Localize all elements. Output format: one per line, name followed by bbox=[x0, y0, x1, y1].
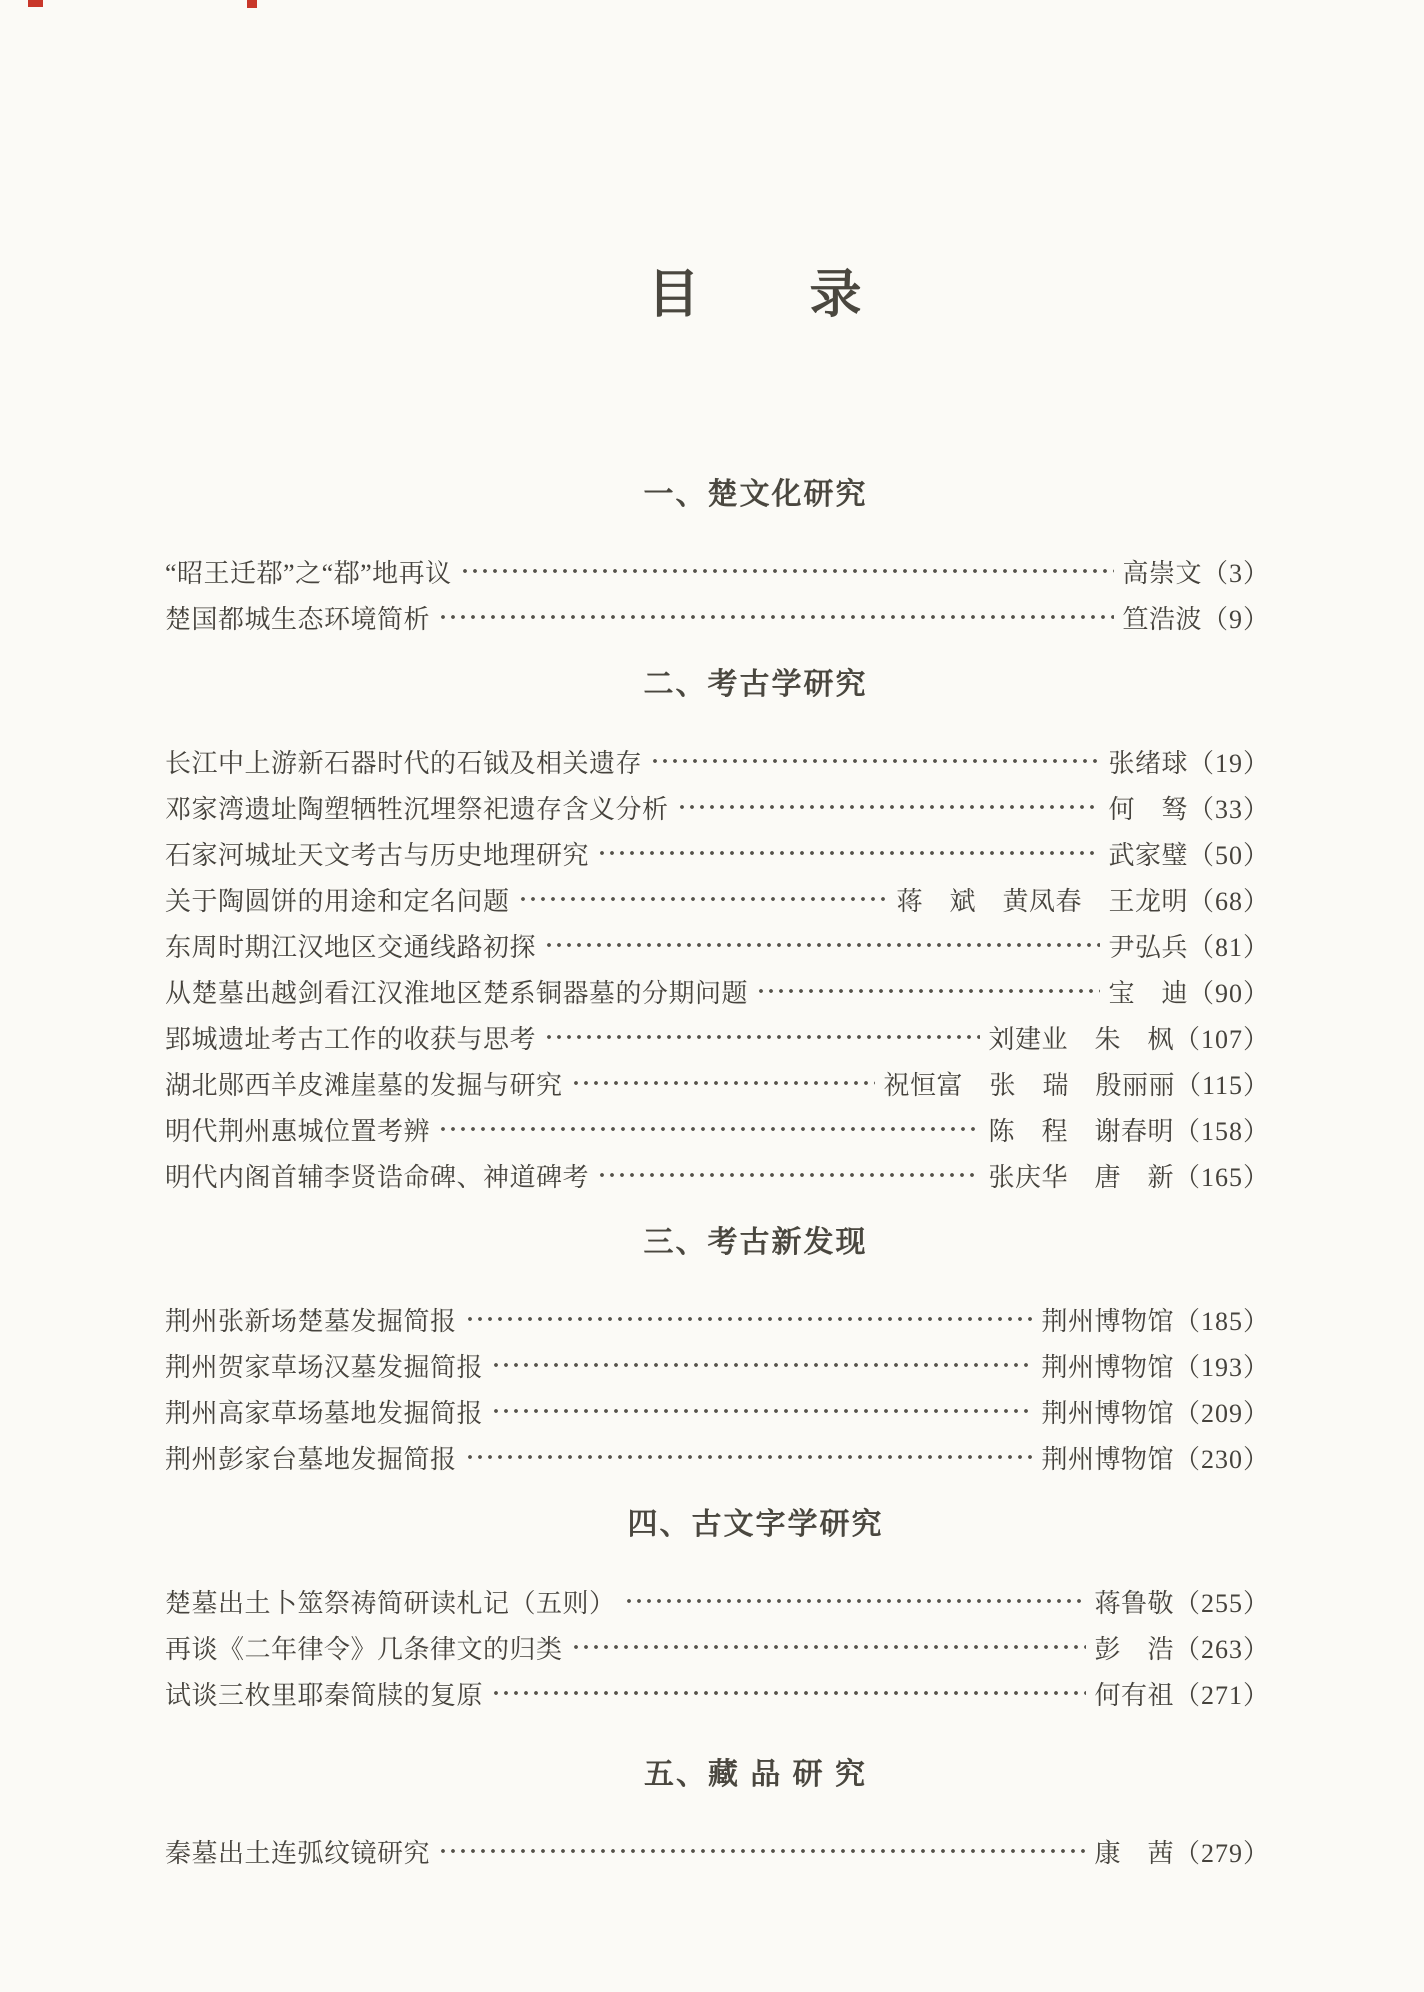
entry-page-number: （193） bbox=[1173, 1352, 1270, 1382]
entry-title: 石家河城址天文考古与历史地理研究 bbox=[165, 840, 590, 870]
section-entries bbox=[165, 738, 1270, 1198]
entry-title: 从楚墓出越剑看江汉淮地区楚系铜器墓的分期问题 bbox=[165, 978, 749, 1008]
toc-entry bbox=[165, 1578, 1270, 1624]
entry-page-number: （90） bbox=[1187, 978, 1270, 1008]
dot-leader bbox=[595, 1152, 980, 1198]
entry-authors: 康 茜 bbox=[1094, 1838, 1174, 1868]
entry-page-number: （158） bbox=[1173, 1116, 1270, 1146]
entry-page-number: （165） bbox=[1173, 1162, 1270, 1192]
toc-section bbox=[165, 1224, 1270, 1480]
entry-authors: 何 驽 bbox=[1108, 794, 1188, 824]
dot-leader bbox=[463, 1434, 1034, 1480]
entry-page-number: （3） bbox=[1201, 558, 1270, 588]
toc-section bbox=[165, 666, 1270, 1198]
toc-entry bbox=[165, 876, 1270, 922]
section-entries bbox=[165, 1296, 1270, 1480]
toc-entry bbox=[165, 1152, 1270, 1198]
toc-entry bbox=[165, 830, 1270, 876]
scan-artifact bbox=[28, 0, 43, 7]
toc-section bbox=[165, 476, 1270, 640]
toc-entry bbox=[165, 1060, 1270, 1106]
dot-leader bbox=[622, 1578, 1087, 1624]
entry-authors: 张庆华 唐 新 bbox=[988, 1162, 1174, 1192]
dot-leader bbox=[436, 1106, 980, 1152]
entry-title: “昭王迁鄀”之“鄀”地再议 bbox=[165, 558, 452, 588]
entry-authors: 刘建业 朱 枫 bbox=[988, 1024, 1174, 1054]
entry-title: 荆州高家草场墓地发掘简报 bbox=[165, 1398, 484, 1428]
entry-authors: 宝 迪 bbox=[1108, 978, 1188, 1008]
entry-authors: 何有祖 bbox=[1094, 1680, 1174, 1710]
entry-title: 楚墓出土卜筮祭祷简研读札记（五则） bbox=[165, 1588, 616, 1618]
entry-authors: 荆州博物馆 bbox=[1041, 1444, 1174, 1474]
toc-entry bbox=[165, 1624, 1270, 1670]
toc-entry bbox=[165, 922, 1270, 968]
entry-authors: 荆州博物馆 bbox=[1041, 1352, 1174, 1382]
dot-leader bbox=[458, 548, 1115, 594]
entry-title: 明代荆州惠城位置考辨 bbox=[165, 1116, 431, 1146]
entry-page-number: （115） bbox=[1174, 1070, 1270, 1100]
toc-entry bbox=[165, 1342, 1270, 1388]
entry-page-number: （107） bbox=[1173, 1024, 1270, 1054]
entry-page-number: （255） bbox=[1173, 1588, 1270, 1618]
entry-title: 试谈三枚里耶秦简牍的复原 bbox=[165, 1680, 484, 1710]
toc-entry bbox=[165, 548, 1270, 594]
entry-title: 郢城遗址考古工作的收获与思考 bbox=[165, 1024, 537, 1054]
entry-authors: 彭 浩 bbox=[1094, 1634, 1174, 1664]
entry-page-number: （33） bbox=[1187, 794, 1270, 824]
entry-page-number: （279） bbox=[1173, 1838, 1270, 1868]
toc-entry bbox=[165, 1388, 1270, 1434]
entry-authors: 荆州博物馆 bbox=[1041, 1398, 1174, 1428]
entry-authors: 祝恒富 张 瑞 殷丽丽 bbox=[883, 1070, 1175, 1100]
entry-authors: 荆州博物馆 bbox=[1041, 1306, 1174, 1336]
toc-entry bbox=[165, 594, 1270, 640]
dot-leader bbox=[463, 1296, 1034, 1342]
toc-entry bbox=[165, 738, 1270, 784]
dot-leader bbox=[436, 1828, 1086, 1874]
entry-page-number: （9） bbox=[1201, 604, 1270, 634]
entry-title: 东周时期江汉地区交通线路初探 bbox=[165, 932, 537, 962]
entry-title: 荆州贺家草场汉墓发掘简报 bbox=[165, 1352, 484, 1382]
section-heading: 四、古文字学研究 bbox=[627, 1508, 884, 1541]
entry-page-number: （68） bbox=[1187, 886, 1270, 916]
dot-leader bbox=[542, 1014, 980, 1060]
page-title: 目 录 bbox=[647, 267, 864, 324]
entry-authors: 尹弘兵 bbox=[1108, 932, 1188, 962]
dot-leader bbox=[675, 784, 1101, 830]
toc-section bbox=[165, 1506, 1270, 1716]
entry-authors: 蒋 斌 黄凤春 王龙明 bbox=[896, 886, 1188, 916]
entry-title: 关于陶圆饼的用途和定名问题 bbox=[165, 886, 510, 916]
entry-page-number: （263） bbox=[1173, 1634, 1270, 1664]
toc-entry bbox=[165, 968, 1270, 1014]
toc-section bbox=[165, 1756, 1270, 1874]
entry-title: 荆州张新场楚墓发掘简报 bbox=[165, 1306, 457, 1336]
dot-leader bbox=[569, 1060, 876, 1106]
dot-leader bbox=[542, 922, 1100, 968]
entry-authors: 笪浩波 bbox=[1122, 604, 1202, 634]
dot-leader bbox=[595, 830, 1100, 876]
toc-entry bbox=[165, 1014, 1270, 1060]
dot-leader bbox=[569, 1624, 1087, 1670]
dot-leader bbox=[516, 876, 889, 922]
toc-entry bbox=[165, 1296, 1270, 1342]
section-entries bbox=[165, 548, 1270, 640]
entry-authors: 武家璧 bbox=[1108, 840, 1188, 870]
section-heading: 三、考古新发现 bbox=[643, 1226, 868, 1259]
section-heading: 一、楚文化研究 bbox=[643, 478, 868, 511]
entry-title: 秦墓出土连弧纹镜研究 bbox=[165, 1838, 431, 1868]
entry-title: 楚国都城生态环境简析 bbox=[165, 604, 431, 634]
entry-title: 邓家湾遗址陶塑牺牲沉埋祭祀遗存含义分析 bbox=[165, 794, 669, 824]
entry-title: 再谈《二年律令》几条律文的归类 bbox=[165, 1634, 563, 1664]
section-entries bbox=[165, 1828, 1270, 1874]
dot-leader bbox=[489, 1342, 1033, 1388]
dot-leader bbox=[754, 968, 1100, 1014]
entry-authors: 陈 程 谢春明 bbox=[988, 1116, 1174, 1146]
toc-entry bbox=[165, 1828, 1270, 1874]
toc-entry bbox=[165, 784, 1270, 830]
section-entries bbox=[165, 1578, 1270, 1716]
entry-authors: 张绪球 bbox=[1108, 748, 1188, 778]
toc-entry bbox=[165, 1434, 1270, 1480]
entry-page-number: （271） bbox=[1173, 1680, 1270, 1710]
entry-title: 湖北郧西羊皮滩崖墓的发掘与研究 bbox=[165, 1070, 563, 1100]
entry-title: 荆州彭家台墓地发掘简报 bbox=[165, 1444, 457, 1474]
toc-entry bbox=[165, 1670, 1270, 1716]
scan-artifact bbox=[247, 0, 257, 8]
entry-page-number: （19） bbox=[1187, 748, 1270, 778]
dot-leader bbox=[436, 594, 1114, 640]
toc-entry bbox=[165, 1106, 1270, 1152]
entry-page-number: （50） bbox=[1187, 840, 1270, 870]
entry-title: 明代内阁首辅李贤诰命碑、神道碑考 bbox=[165, 1162, 590, 1192]
entry-authors: 蒋鲁敬 bbox=[1094, 1588, 1174, 1618]
dot-leader bbox=[489, 1388, 1033, 1434]
entry-authors: 高崇文 bbox=[1122, 558, 1202, 588]
section-heading: 二、考古学研究 bbox=[643, 668, 868, 701]
toc-content bbox=[0, 266, 1424, 1874]
section-heading: 五、藏 品 研 究 bbox=[643, 1758, 867, 1791]
entry-page-number: （209） bbox=[1173, 1398, 1270, 1428]
toc-sections bbox=[165, 476, 1270, 1874]
dot-leader bbox=[648, 738, 1100, 784]
entry-page-number: （230） bbox=[1173, 1444, 1270, 1474]
entry-page-number: （81） bbox=[1187, 932, 1270, 962]
entry-page-number: （185） bbox=[1173, 1306, 1270, 1336]
dot-leader bbox=[489, 1670, 1086, 1716]
entry-title: 长江中上游新石器时代的石钺及相关遗存 bbox=[165, 748, 643, 778]
